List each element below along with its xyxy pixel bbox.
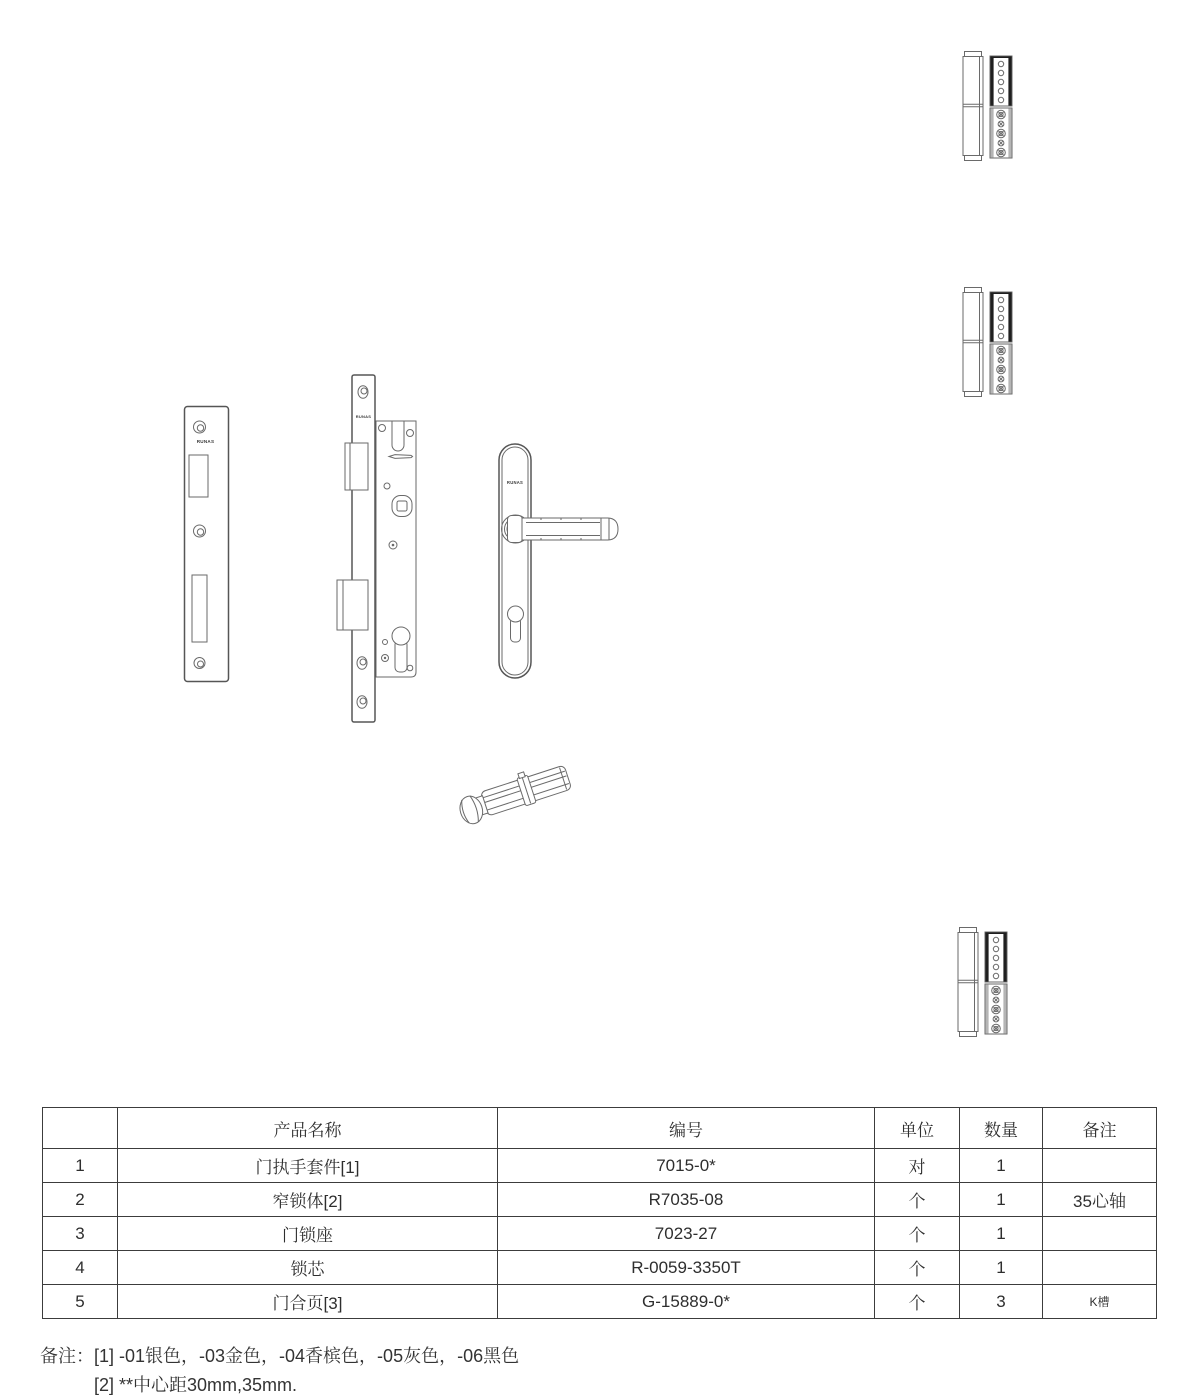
cell-product-name: 门合页[3] (118, 1285, 498, 1319)
lock-body-drawing (335, 372, 420, 725)
table-row (43, 1285, 1157, 1319)
table-row (43, 1217, 1157, 1251)
cell-remark: 35心轴 (1043, 1183, 1157, 1217)
brand-logo-lock-body: RUNAS (355, 414, 372, 419)
brand-logo-strike-plate: RUNAS (196, 439, 215, 444)
header-code: 编号 (498, 1108, 875, 1149)
cell-remark (1043, 1251, 1157, 1285)
cell-qty: 3 (960, 1285, 1043, 1319)
note-line-2: [2] **中心距30mm,35mm. (94, 1375, 298, 1395)
cell-qty: 1 (960, 1251, 1043, 1285)
header-qty: 数量 (960, 1108, 1043, 1149)
cell-remark (1043, 1149, 1157, 1183)
cell-no: 5 (43, 1285, 118, 1319)
cell-qty: 1 (960, 1183, 1043, 1217)
table-header-row (43, 1108, 1157, 1149)
table-row (43, 1149, 1157, 1183)
cell-unit: 个 (875, 1285, 960, 1319)
cell-no: 4 (43, 1251, 118, 1285)
cell-no: 2 (43, 1183, 118, 1217)
cell-qty: 1 (960, 1149, 1043, 1183)
cell-no: 1 (43, 1149, 118, 1183)
note-line-1: [1] -01银色，-03金色，-04香槟色，-05灰色，-06黑色 (94, 1346, 520, 1366)
cell-code: 7023-27 (498, 1217, 875, 1251)
header-unit: 单位 (875, 1108, 960, 1149)
cell-product-name: 门锁座 (118, 1217, 498, 1251)
cell-unit: 个 (875, 1217, 960, 1251)
strike-plate-drawing (183, 405, 230, 683)
cell-unit: 个 (875, 1251, 960, 1285)
cell-unit: 个 (875, 1183, 960, 1217)
cell-product-name: 窄锁体[2] (118, 1183, 498, 1217)
header-index (43, 1108, 118, 1149)
cell-code: R7035-08 (498, 1183, 875, 1217)
cell-code: 7015-0* (498, 1149, 875, 1183)
cell-no: 3 (43, 1217, 118, 1251)
header-remark: 备注 (1043, 1108, 1157, 1149)
cell-remark: K槽 (1043, 1285, 1157, 1319)
cell-unit: 对 (875, 1149, 960, 1183)
notes-label: 备注： (40, 1346, 94, 1366)
cell-code: R-0059-3350T (498, 1251, 875, 1285)
table-row (43, 1251, 1157, 1285)
cell-product-name: 锁芯 (118, 1251, 498, 1285)
hinge-drawing-1 (961, 50, 1013, 162)
handle-set-drawing (496, 442, 632, 682)
brand-logo-handle: RUNAS (506, 480, 524, 485)
header-product-name: 产品名称 (118, 1108, 498, 1149)
cell-product-name: 门执手套件[1] (118, 1149, 498, 1183)
hinge-drawing-2 (961, 286, 1013, 398)
footer-notes (40, 1342, 800, 1400)
lock-cylinder-drawing (450, 745, 575, 845)
parts-table (42, 1107, 1157, 1319)
cell-remark (1043, 1217, 1157, 1251)
hinge-drawing-3 (956, 926, 1008, 1038)
cell-code: G-15889-0* (498, 1285, 875, 1319)
cell-qty: 1 (960, 1217, 1043, 1251)
table-row (43, 1183, 1157, 1217)
